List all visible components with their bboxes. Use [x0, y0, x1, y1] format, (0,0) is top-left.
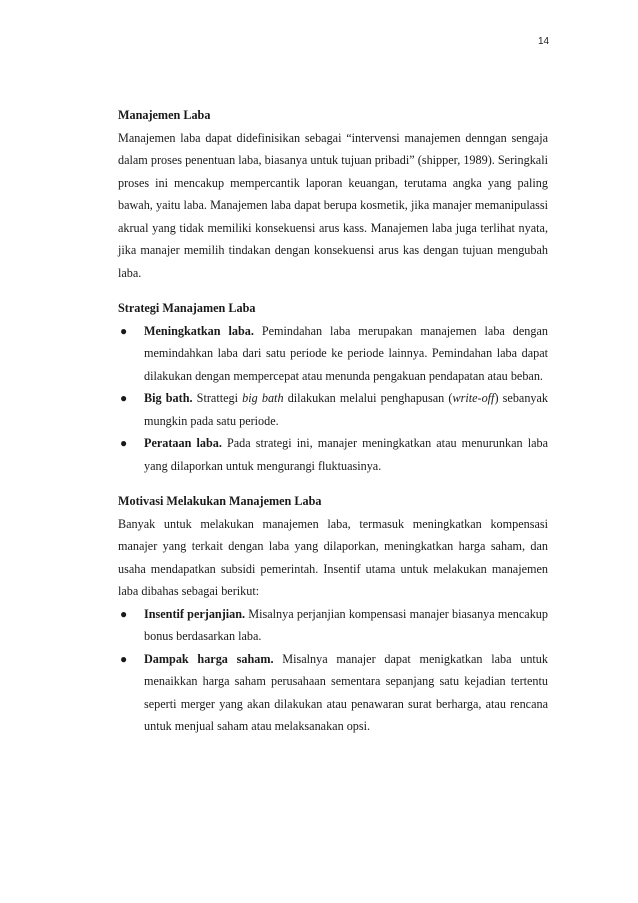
section-strategi-manajemen-laba: [118, 297, 548, 477]
list-item-text: Misalnya perjanjian kompensasi manajer biasanya mencakup bonus berdasarkan laba.: [144, 606, 548, 643]
bullet-icon: ●: [120, 436, 128, 450]
list-item: [118, 648, 548, 738]
list-item-term: Big bath.: [144, 391, 193, 405]
list-item-term: Dampak harga saham.: [144, 651, 274, 666]
document-body: [118, 104, 548, 751]
bullet-icon: ●: [120, 651, 128, 666]
list-item-text: dilakukan melalui penghapusan (: [283, 391, 453, 405]
section-heading: Strategi Manajamen Laba: [118, 301, 256, 315]
list-item-text: Pada strategi ini, manajer meningkatkan atau menurunkan laba yang dilaporkan untuk mengurangi fluktuasinya.: [144, 436, 548, 473]
list-item-term: Perataan laba.: [144, 436, 222, 450]
list-item-italic-term: write-off: [452, 391, 495, 405]
section-paragraph: Manajemen laba dapat didefinisikan sebagai “intervensi manajemen denngan sengaja dalam proses penentuan laba, biasanya untuk tujuan pribadi” (shipper, 1989). Seringkali proses ini mencakup mempercantik laporan keuangan, terutama angka yang paling bawah, yaitu laba. Manajemen laba dapat berupa kosmetik, jika manajer memanipulassi akrual yang tidak memiliki konsekuensi arus kass. Manajemen laba juga terlihat nyata, jika manajer memilih tindakan dengan konsekuensi arus kas dengan tujuan mengubah laba.: [118, 130, 548, 280]
list-item-term: Meningkatkan laba.: [144, 323, 254, 338]
list-item: [118, 432, 548, 477]
list-item-italic-term: big bath: [242, 391, 284, 405]
motivation-list: [118, 603, 548, 738]
list-item-text: Pemindahan laba merupakan manajemen laba dengan memindahkan laba dari satu periode ke periode lainnya. Pemindahan laba dapat dilakukan dengan mempercepat atau menunda pengakuan pendapatan atau beban.: [144, 323, 548, 383]
list-item: [118, 603, 548, 648]
list-item: [118, 320, 548, 388]
list-item-term: Insentif perjanjian.: [144, 606, 246, 621]
section-heading: Manajemen Laba: [118, 108, 211, 122]
section-motivasi-manajemen-laba: [118, 490, 548, 738]
bullet-icon: ●: [120, 391, 128, 405]
list-item-text: Strattegi: [192, 391, 243, 405]
bullet-icon: ●: [120, 323, 128, 338]
list-item: [118, 387, 548, 432]
section-manajemen-laba: [118, 104, 548, 284]
bullet-icon: ●: [120, 606, 128, 621]
list-item-text: Misalnya manajer dapat menigkatkan laba untuk menaikkan harga saham perusahaan sementara sepanjang satu kejadian tertentu seperti merger yang akan dilakukan atau penawaran surat berharga, atau rencana untuk menjual saham atau melaksanakan opsi.: [144, 651, 548, 733]
list-item-text: ) sebanyak mungkin pada satu periode.: [144, 391, 549, 428]
strategy-list: [118, 320, 548, 478]
section-paragraph: Banyak untuk melakukan manajemen laba, termasuk meningkatkan kompensasi manajer yang terkait dengan laba yang dilaporkan, meningkatkan harga saham, dan usaha mendapatkan subsidi pemerintah. Insentif utama untuk melakukan manajemen laba dibahas sebagai berikut:: [118, 516, 548, 598]
page-number: 14: [538, 36, 550, 47]
section-heading: Motivasi Melakukan Manajemen Laba: [118, 494, 322, 508]
